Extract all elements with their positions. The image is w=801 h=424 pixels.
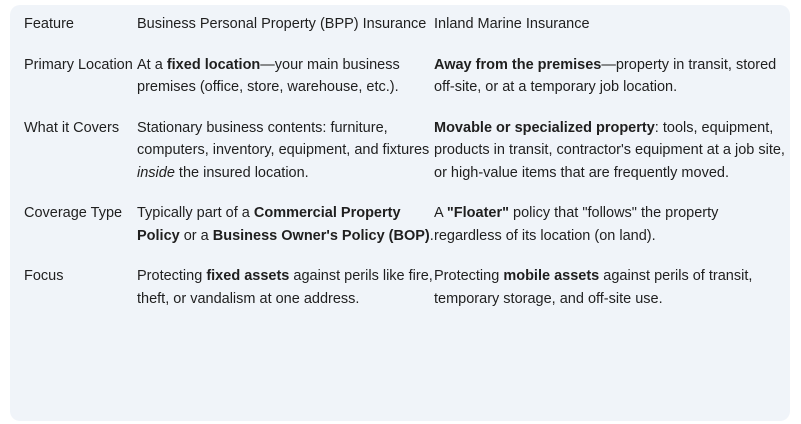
row-feature-label: Focus (24, 268, 64, 284)
table-row (10, 202, 790, 265)
row-bpp-cell (137, 54, 434, 117)
bold-text: Commercial Property Policy (137, 205, 401, 244)
italic-text: inside (137, 164, 175, 181)
text-segment: or a (179, 227, 213, 244)
text-segment: against perils of transit, temporary storage, and off-site use. (434, 268, 753, 307)
text-segment: against perils like fire, theft, or vandalism at one address. (137, 268, 433, 307)
comparison-table (10, 5, 790, 310)
table-row (10, 54, 790, 117)
row-feature-label: Primary Location (24, 56, 133, 73)
bold-text: "Floater" (446, 205, 509, 221)
header-inland-marine: Inland Marine Insurance (434, 16, 590, 32)
text-segment: policy that "follows" the property regardless of its location (on land). (434, 205, 719, 244)
text-segment: Protecting (137, 268, 207, 284)
text-segment: Protecting (434, 268, 504, 284)
comparison-table-card (10, 5, 790, 421)
header-bpp: Business Personal Property (BPP) Insurance (137, 16, 427, 32)
text-segment: Typically part of a (137, 205, 254, 221)
text-segment: : tools, equipment, products in transit, contractor's equipment at a job site, or high-value items that are frequently moved. (434, 119, 785, 181)
row-feature-label: What it Covers (24, 119, 120, 136)
text-segment: the insured location. (174, 164, 309, 181)
row-bpp-cell (137, 117, 434, 203)
row-inland-cell (434, 117, 790, 203)
text-segment: Stationary business contents: furniture, computers, inventory, equipment, and fixtures (137, 119, 430, 158)
table-header-row (10, 5, 790, 54)
bold-text: mobile assets (503, 268, 600, 284)
bold-text: Movable or specialized property (434, 119, 655, 136)
row-bpp-cell (137, 265, 434, 310)
text-segment: At a (137, 56, 167, 73)
table-row (10, 117, 790, 203)
bold-text: fixed location (166, 56, 261, 73)
row-feature-label: Coverage Type (24, 205, 123, 221)
row-inland-cell (434, 202, 790, 265)
text-segment: —property in transit, stored off-site, or at a temporary job location. (434, 56, 777, 95)
bold-text: Business Owner's Policy (BOP) (212, 227, 430, 244)
table-row (10, 265, 790, 310)
text-segment: —your main business premises (office, store, warehouse, etc.). (137, 56, 400, 95)
text-segment: . (429, 227, 434, 244)
header-feature: Feature (24, 16, 74, 32)
row-inland-cell (434, 54, 790, 117)
row-bpp-cell (137, 202, 434, 265)
text-segment: A (434, 205, 447, 221)
bold-text: Away from the premises (434, 56, 602, 73)
row-inland-cell (434, 265, 790, 310)
bold-text: fixed assets (206, 268, 290, 284)
